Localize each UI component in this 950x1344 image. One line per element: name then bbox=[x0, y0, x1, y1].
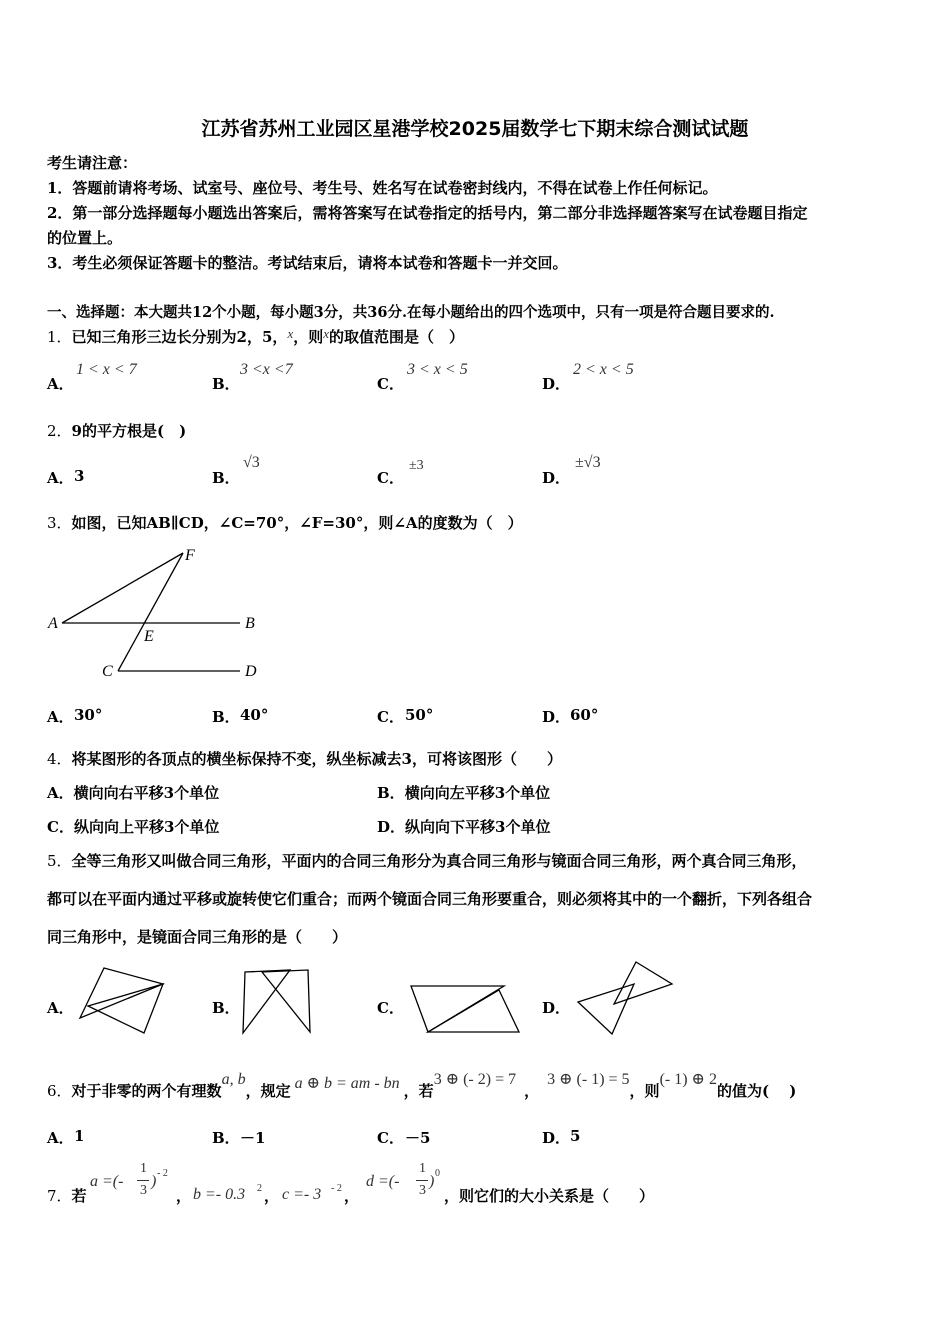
line-af bbox=[62, 553, 183, 623]
option-label: A． bbox=[47, 784, 74, 802]
question-text: 的取值范围是（ ） bbox=[329, 328, 465, 346]
option-label: A． bbox=[47, 708, 74, 726]
option-value: 1 bbox=[74, 1127, 85, 1145]
math-expr: a, b bbox=[221, 1071, 246, 1088]
option-label: B． bbox=[212, 1129, 240, 1147]
question-text: 如图，已知AB∥CD，∠C=70°，∠F=30°，则∠A的度数为（ ） bbox=[71, 514, 523, 532]
option-label: A． bbox=[47, 469, 74, 487]
option-label: D． bbox=[542, 469, 571, 487]
question-4 bbox=[47, 748, 562, 769]
option-value: 3 bbox=[74, 467, 85, 485]
option-math: 2 < x < 5 bbox=[573, 361, 634, 378]
option-a bbox=[47, 782, 219, 803]
separator: ， bbox=[344, 1187, 360, 1205]
math-exp: 2 bbox=[257, 1183, 262, 1194]
option-c bbox=[47, 816, 219, 837]
question-number: 4． bbox=[47, 750, 72, 768]
option-value: 5 bbox=[570, 1127, 581, 1145]
option-value: 横向向右平移3个单位 bbox=[73, 784, 220, 802]
label-a: A bbox=[48, 615, 58, 632]
question-text: ，若 bbox=[403, 1082, 434, 1100]
triangle-figure-a bbox=[76, 964, 168, 1036]
triangle bbox=[262, 970, 310, 1032]
option-label: D． bbox=[377, 818, 406, 836]
question-text: ，规定 bbox=[245, 1082, 291, 1100]
question-text: 9的平方根是( ) bbox=[71, 422, 187, 440]
notice-item: 3．考生必须保证答题卡的整洁。考试结束后，请将本试卷和答题卡一并交回。 bbox=[47, 254, 568, 272]
question-2 bbox=[47, 420, 186, 441]
math-exp: - 2 bbox=[331, 1183, 342, 1194]
triangle bbox=[428, 990, 519, 1032]
question-6 bbox=[47, 1071, 797, 1101]
math-frac-den: 3 bbox=[140, 1183, 147, 1198]
question-text: ， bbox=[524, 1082, 540, 1100]
option-label: C． bbox=[47, 818, 74, 836]
math-var: x bbox=[323, 326, 330, 341]
question-number: 7． bbox=[47, 1187, 72, 1205]
option-value: 60° bbox=[570, 706, 599, 724]
question-number: 2． bbox=[47, 422, 72, 440]
option-d bbox=[377, 816, 550, 837]
question-3 bbox=[47, 512, 523, 533]
option-value: 纵向向上平移3个单位 bbox=[73, 818, 220, 836]
option-value: 纵向向下平移3个单位 bbox=[405, 818, 551, 836]
option-label: B． bbox=[377, 784, 405, 802]
question-number: 6． bbox=[47, 1082, 72, 1100]
triangle bbox=[614, 962, 672, 1004]
notice-item: 的位置上。 bbox=[47, 229, 123, 247]
triangle-figure-c bbox=[406, 982, 524, 1036]
option-label: D． bbox=[542, 999, 571, 1017]
geometry-figure bbox=[40, 542, 280, 684]
option-math: ±√3 bbox=[575, 454, 601, 471]
question-5 bbox=[47, 850, 807, 871]
option-label: A． bbox=[47, 1129, 74, 1147]
math-a-lhs: a =(- bbox=[90, 1173, 124, 1190]
option-label: C． bbox=[377, 469, 404, 487]
math-a-rhs: ) bbox=[151, 1173, 157, 1190]
triangle-figure-b bbox=[238, 966, 318, 1038]
triangle bbox=[88, 984, 163, 1033]
math-var: x bbox=[287, 326, 294, 341]
math-expr: a ⊕ b = am - bn bbox=[294, 1075, 400, 1092]
label-f: F bbox=[185, 547, 195, 564]
question-text: 同三角形中，是镜面合同三角形的是（ ） bbox=[47, 928, 348, 946]
triangle bbox=[243, 970, 290, 1033]
math-frac-den: 3 bbox=[419, 1183, 426, 1198]
option-label: A． bbox=[47, 375, 74, 393]
option-math: ±3 bbox=[409, 458, 424, 473]
option-value: 50° bbox=[405, 706, 434, 724]
question-text: 全等三角形又叫做合同三角形，平面内的合同三角形分为真合同三角形与镜面合同三角形，两个真合同三角形， bbox=[71, 852, 807, 870]
option-math: 3 <x <7 bbox=[240, 361, 293, 378]
fraction-bar bbox=[137, 1180, 149, 1181]
math-expr: 3 ⊕ (- 2) = 7 bbox=[433, 1071, 517, 1088]
separator: ， bbox=[176, 1187, 192, 1205]
notice-heading: 考生请注意： bbox=[47, 154, 138, 172]
question-7-prefix bbox=[47, 1185, 87, 1206]
question-1 bbox=[47, 326, 464, 347]
option-label: B． bbox=[212, 469, 240, 487]
question-number: 1． bbox=[47, 328, 72, 346]
option-label: C． bbox=[377, 999, 404, 1017]
question-text: 的值为( ) bbox=[716, 1082, 797, 1100]
option-value: －5 bbox=[405, 1129, 431, 1147]
option-label: B． bbox=[212, 375, 240, 393]
fraction-bar bbox=[416, 1180, 428, 1181]
math-expr: (- 1) ⊕ 2 bbox=[659, 1071, 717, 1088]
question-text: ，则 bbox=[293, 328, 324, 346]
math-d-rhs: ) bbox=[429, 1173, 435, 1190]
notice-item: 2．第一部分选择题每小题选出答案后，需将答案写在试卷指定的括号内，第二部分非选择题答案写在试卷题目指定 bbox=[47, 204, 808, 222]
question-text: 对于非零的两个有理数 bbox=[71, 1082, 222, 1100]
question-number: 5． bbox=[47, 852, 72, 870]
option-math: 3 < x < 5 bbox=[407, 361, 468, 378]
option-label: D． bbox=[542, 708, 571, 726]
math-expr: 3 ⊕ (- 1) = 5 bbox=[547, 1071, 630, 1088]
question-text: 已知三角形三边长分别为2，5， bbox=[71, 328, 288, 346]
option-label: C． bbox=[377, 375, 404, 393]
option-label: D． bbox=[542, 1129, 571, 1147]
triangle-figure-d bbox=[574, 958, 676, 1038]
option-label: C． bbox=[377, 708, 404, 726]
math-frac-num: 1 bbox=[140, 1161, 147, 1176]
label-b: B bbox=[245, 615, 255, 632]
line-fc bbox=[118, 553, 183, 671]
label-d: D bbox=[245, 663, 257, 680]
option-value: 横向向左平移3个单位 bbox=[404, 784, 551, 802]
option-math: √3 bbox=[243, 454, 260, 471]
question-text: 将某图形的各顶点的横坐标保持不变，纵坐标减去3，可将该图形（ ） bbox=[71, 750, 562, 768]
question-text: ，则 bbox=[629, 1082, 660, 1100]
option-label: D． bbox=[542, 375, 571, 393]
math-b: b =- 0.3 bbox=[193, 1186, 246, 1203]
option-b bbox=[377, 782, 550, 803]
triangle bbox=[578, 984, 634, 1034]
math-exp: 0 bbox=[435, 1168, 440, 1179]
option-label: B． bbox=[212, 708, 240, 726]
option-label: C． bbox=[377, 1129, 404, 1147]
math-frac-num: 1 bbox=[419, 1161, 426, 1176]
option-label: B． bbox=[212, 999, 240, 1017]
option-math: 1 < x < 7 bbox=[76, 361, 137, 378]
option-label: A． bbox=[47, 999, 74, 1017]
option-value: 30° bbox=[74, 706, 103, 724]
page-title: 江苏省苏州工业园区星港学校2025届数学七下期末综合测试试题 bbox=[201, 118, 749, 140]
question-text: 都可以在平面内通过平移或旋转使它们重合；而两个镜面合同三角形要重合，则必须将其中的一个翻折，下列各组合 bbox=[47, 890, 813, 908]
label-e: E bbox=[144, 628, 154, 645]
separator: ， bbox=[264, 1187, 280, 1205]
label-c: C bbox=[102, 663, 113, 680]
question-number: 3． bbox=[47, 514, 72, 532]
section-heading: 一、选择题：本大题共12个小题，每小题3分，共36分.在每小题给出的四个选项中，只有一项是符合题目要求的. bbox=[47, 304, 775, 321]
triangle bbox=[80, 968, 163, 1018]
math-exp: - 2 bbox=[157, 1168, 168, 1179]
notice-item: 1．答题前请将考场、试室号、座位号、考生号、姓名写在试卷密封线内，不得在试卷上作任何标记。 bbox=[47, 179, 718, 197]
option-value: 40° bbox=[240, 706, 269, 724]
question-text: ，则它们的大小关系是（ ） bbox=[444, 1187, 655, 1205]
question-text: 若 bbox=[71, 1187, 87, 1205]
math-d-lhs: d =(- bbox=[366, 1173, 400, 1190]
triangle bbox=[411, 986, 504, 1032]
math-c: c =- 3 bbox=[282, 1186, 322, 1203]
option-value: －1 bbox=[240, 1129, 266, 1147]
